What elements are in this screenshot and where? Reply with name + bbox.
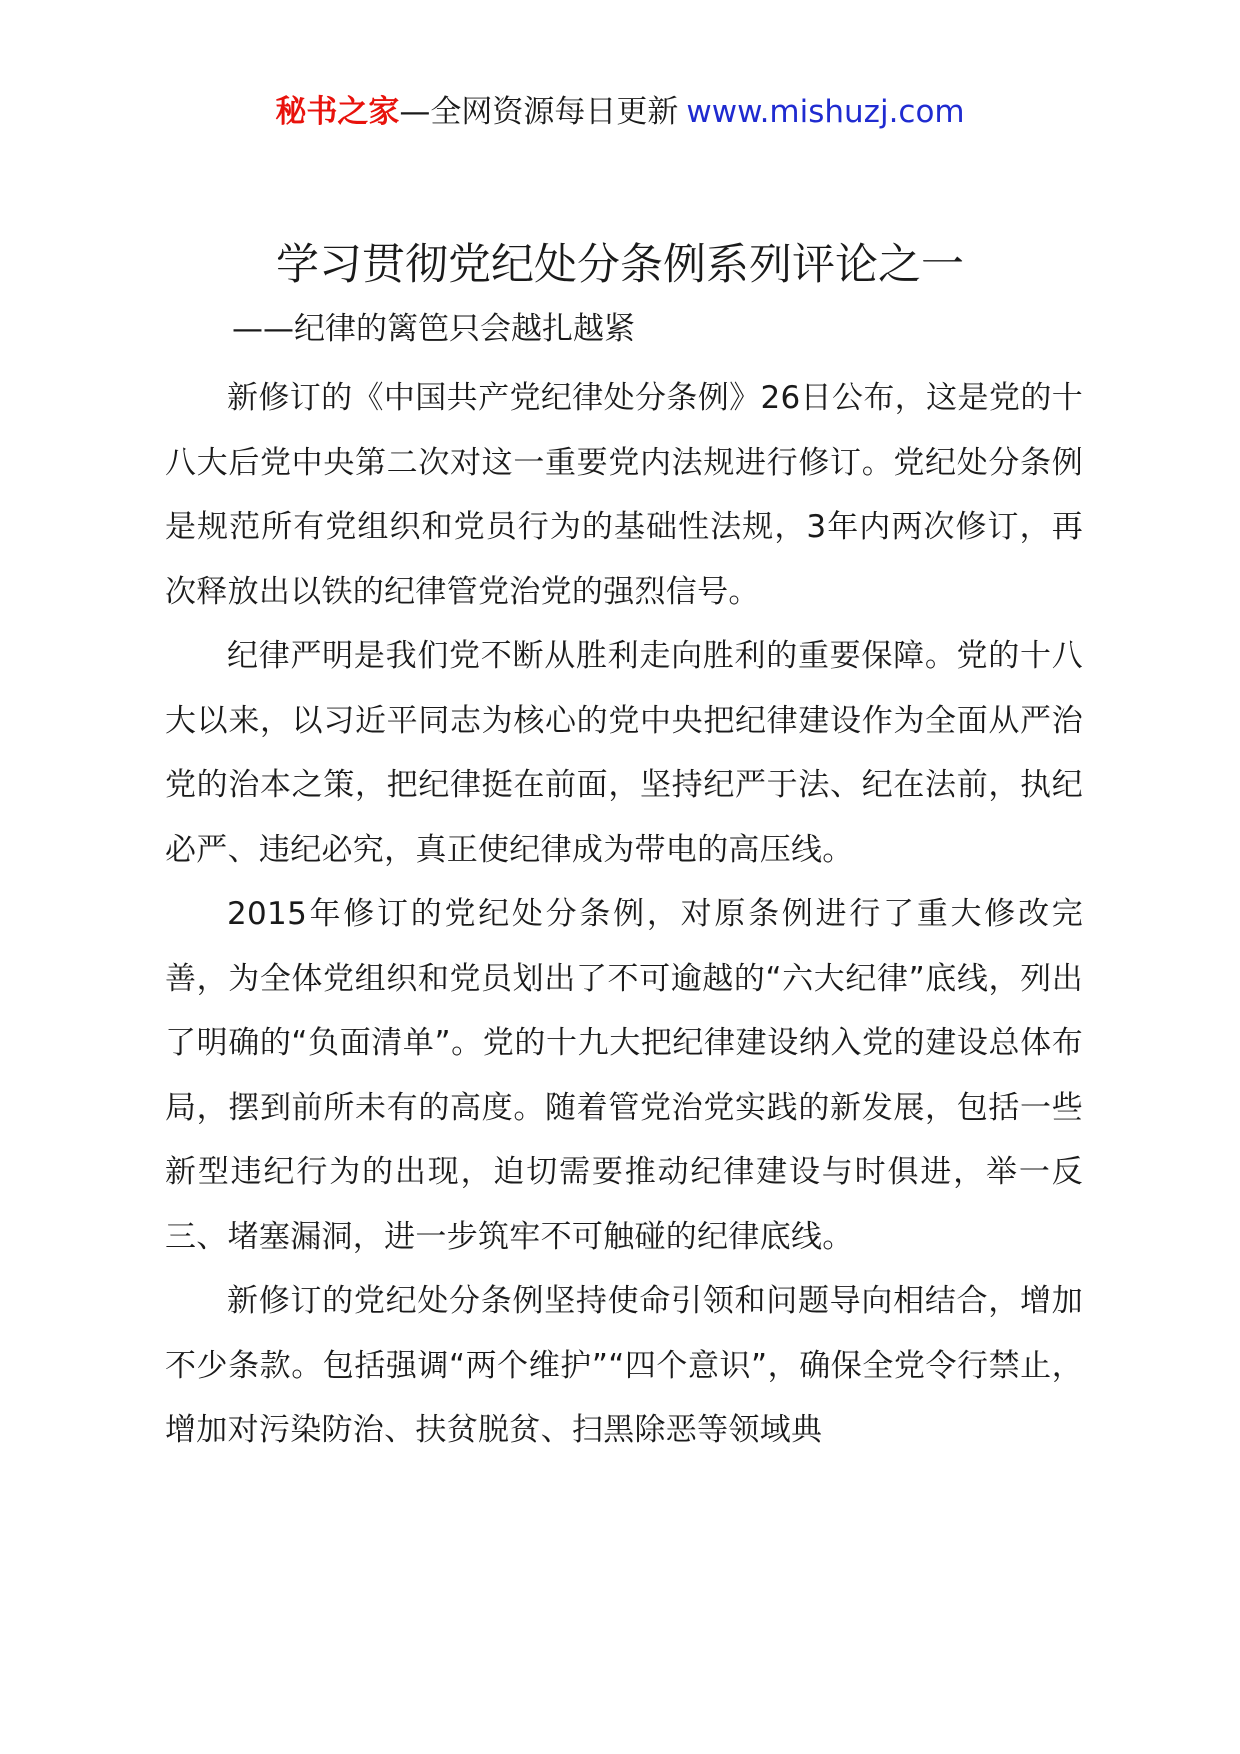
site-header — [0, 92, 1240, 132]
site-brand: 秘书之家 — [275, 94, 400, 130]
document-body — [165, 366, 1083, 1463]
document-subtitle: ——纪律的篱笆只会越扎越紧 — [232, 311, 635, 347]
body-paragraph: 新修订的《中国共产党纪律处分条例》26日公布，这是党的十八大后党中央第二次对这一重要党内法规进行修订。党纪处分条例是规范所有党组织和党员行为的基础性法规，3年内两次修订，再次释放出以铁的纪律管党治党的强烈信号。 — [165, 380, 1083, 610]
document-title: 学习贯彻党纪处分条例系列评论之一 — [276, 240, 964, 290]
site-slogan: —全网资源每日更新 — [399, 94, 679, 130]
body-paragraph: 纪律严明是我们党不断从胜利走向胜利的重要保障。党的十八大以来，以习近平同志为核心的党中央把纪律建设作为全面从严治党的治本之策，把纪律挺在前面，坚持纪严于法、纪在法前，执纪必严、违纪必究，真正使纪律成为带电的高压线。 — [165, 638, 1083, 868]
body-paragraph: 2015年修订的党纪处分条例，对原条例进行了重大修改完善，为全体党组织和党员划出了不可逾越的“六大纪律”底线，列出了明确的“负面清单”。党的十九大把纪律建设纳入党的建设总体布局，摆到前所未有的高度。随着管党治党实践的新发展，包括一些新型违纪行为的出现，迫切需要推动纪律建设与时俱进，举一反三、堵塞漏洞，进一步筑牢不可触碰的纪律底线。 — [165, 896, 1083, 1255]
body-paragraph: 新修订的党纪处分条例坚持使命引领和问题导向相结合，增加不少条款。包括强调“两个维护”“四个意识”，确保全党令行禁止，增加对污染防治、扶贫脱贫、扫黑除恶等领域典 — [165, 1283, 1083, 1448]
site-url-link[interactable]: www.mishuzj.com — [686, 94, 965, 130]
